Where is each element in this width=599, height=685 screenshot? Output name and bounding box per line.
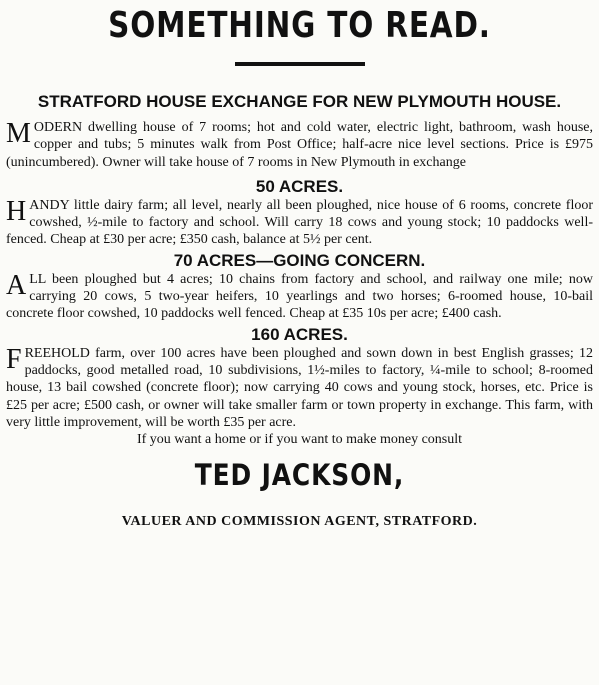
listing-1-text xyxy=(6,119,593,171)
listing-4-dropcap: F xyxy=(6,343,22,375)
listing-1-heading: STRATFORD HOUSE EXCHANGE FOR NEW PLYMOUTH HOUSE. xyxy=(37,92,562,111)
closing-line: If you want a home or if you want to make money consult xyxy=(136,432,463,448)
listing-3-text xyxy=(6,271,593,323)
listing-4-text xyxy=(6,345,593,431)
listing-2-dropcap: H xyxy=(6,195,27,227)
listing-3-body: LL been ploughed but 4 acres; 10 chains from factory and school, and railway one mile; now carrying 20 cows, 5 two-year heifers, 10 yearlings and two horses; 6-roomed house, 10-bail concrete floor cowshed, 10 paddocks well fenced. Cheap at £35 10s per acre; £400 cash. xyxy=(6,271,593,322)
agent-name: TED JACKSON, xyxy=(194,458,405,493)
listing-2-text xyxy=(6,197,593,249)
listing-1-body: ODERN dwelling house of 7 rooms; hot and cold water, electric light, bathroom, wash house, copper and tubs; 5 minutes walk from Post Office; half-acre nice level sections. Price is £975 (unincumbered). Owner will take house of 7 rooms in New Plymouth in exchange xyxy=(6,120,593,170)
agent-role: VALUER AND COMMISSION AGENT, STRATFORD. xyxy=(121,514,478,530)
listing-3-dropcap: A xyxy=(6,269,27,301)
listing-4-heading: 160 ACRES. xyxy=(251,324,348,344)
ad-title: SOMETHING TO READ. xyxy=(108,5,491,46)
listing-1-dropcap: M xyxy=(6,118,31,149)
title-rule xyxy=(235,62,365,66)
listing-3-heading: 70 ACRES—GOING CONCERN. xyxy=(173,250,426,270)
listing-4-body: REEHOLD farm, over 100 acres have been ploughed and sown down in best English grasses; 12 paddocks, good metalled road, 10 subdivisions, 1½-miles to factory, ¼-mile to school; 8-roomed house, 13 bail cowshed (concrete floor); now carrying 40 cows and young stock, horses, etc. Price is £25 per acre; £500 cash, or owner will take smaller farm or town property in exchange. This farm, with very little improvement, will be worth £35 per acre. xyxy=(6,345,593,430)
listing-2-body: ANDY little dairy farm; all level, nearly all been ploughed, nice house of 6 rooms, concrete floor cowshed, ½-mile to factory and school. Will carry 18 cows and young stock; 10 paddocks well-fenced. Cheap at £30 per acre; £350 cash, balance at 5½ per cent. xyxy=(6,197,593,248)
listing-2-heading: 50 ACRES. xyxy=(255,176,344,196)
